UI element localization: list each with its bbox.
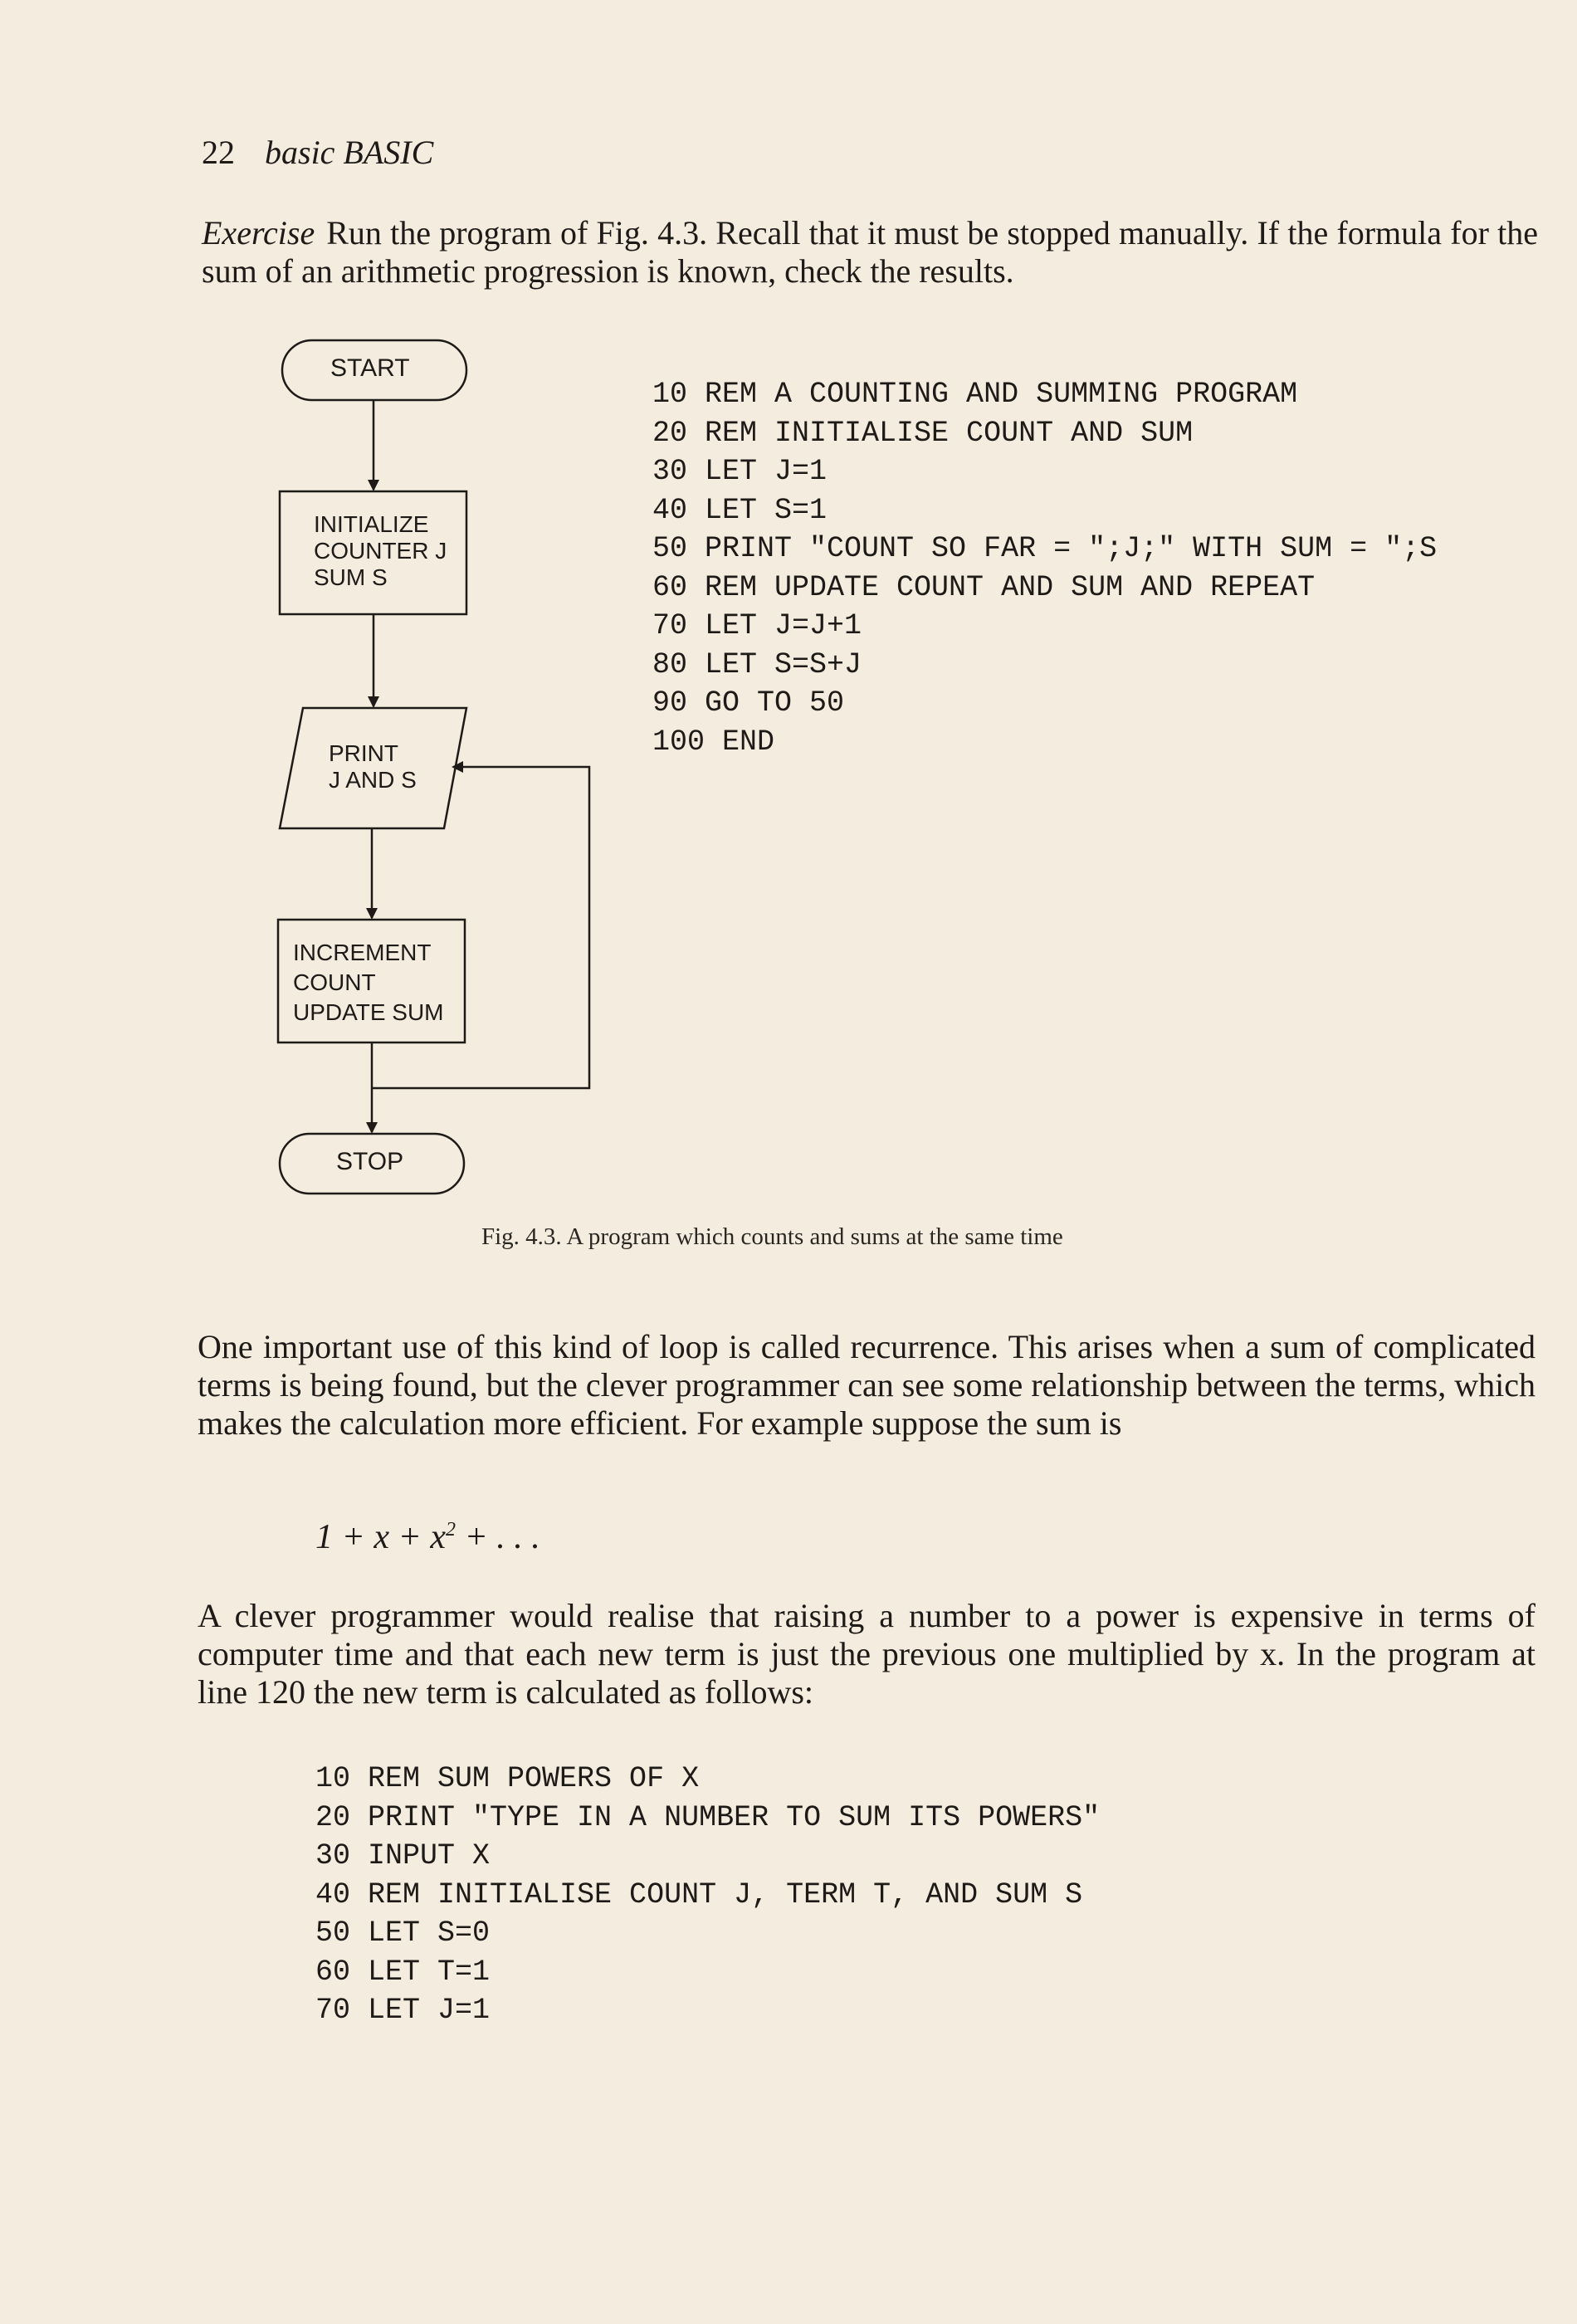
- series-formula: [315, 1517, 540, 1557]
- formula-tail: + . . .: [455, 1518, 540, 1556]
- running-title: basic BASIC: [265, 134, 434, 171]
- clever-programmer-paragraph: A clever programmer would realise that raising a number to a power is expensive in terms of computer time and that each new term is just the previous one multiplied by x. In the program at line 120 the new term is calculated as follows:: [198, 1597, 1536, 1711]
- program-listing-2: 10 REM SUM POWERS OF X 20 PRINT "TYPE IN A NUMBER TO SUM ITS POWERS" 30 INPUT X 40 REM INITIALISE COUNT J, TERM T, AND SUM S 50 LET S=0 60 LET T=1 70 LET J=1: [315, 1762, 1101, 2027]
- program-listing-1: 10 REM A COUNTING AND SUMMING PROGRAM 20 REM INITIALISE COUNT AND SUM 30 LET J=1 40 LET S=1 50 PRINT "COUNT SO FAR = ";J;" WITH SUM = ";S 60 REM UPDATE COUNT AND SUM AND REPEAT 70 LET J=J+1 80 LET S=S+J 90 GO TO 50 100 END: [652, 378, 1438, 759]
- formula-exponent: 2: [445, 1519, 456, 1540]
- stop-label: STOP: [336, 1148, 404, 1175]
- exercise-text: Run the program of Fig. 4.3. Recall that it must be stopped manually. If the formula for the sum of an arithmetic progression is known, check the results.: [202, 214, 1538, 290]
- recurrence-paragraph: One important use of this kind of loop is called recurrence. This arises when a sum of complicated terms is being found, but the clever programmer can see some relationship between the terms, which makes the calculation more efficient. For example suppose the sum is: [198, 1328, 1536, 1442]
- formula-base: 1 + x + x: [315, 1518, 446, 1556]
- loop-back-line: [372, 767, 589, 1088]
- init-label: INITIALIZE COUNTER J SUM S: [314, 511, 447, 590]
- increment-label: INCREMENT COUNT UPDATE SUM: [293, 940, 444, 1025]
- print-label: PRINT J AND S: [329, 740, 417, 793]
- figure-caption: Fig. 4.3. A program which counts and sums at the same time: [481, 1223, 1063, 1250]
- start-label: START: [330, 354, 410, 382]
- page-number: 22: [202, 134, 235, 171]
- exercise-label: Exercise: [202, 214, 315, 251]
